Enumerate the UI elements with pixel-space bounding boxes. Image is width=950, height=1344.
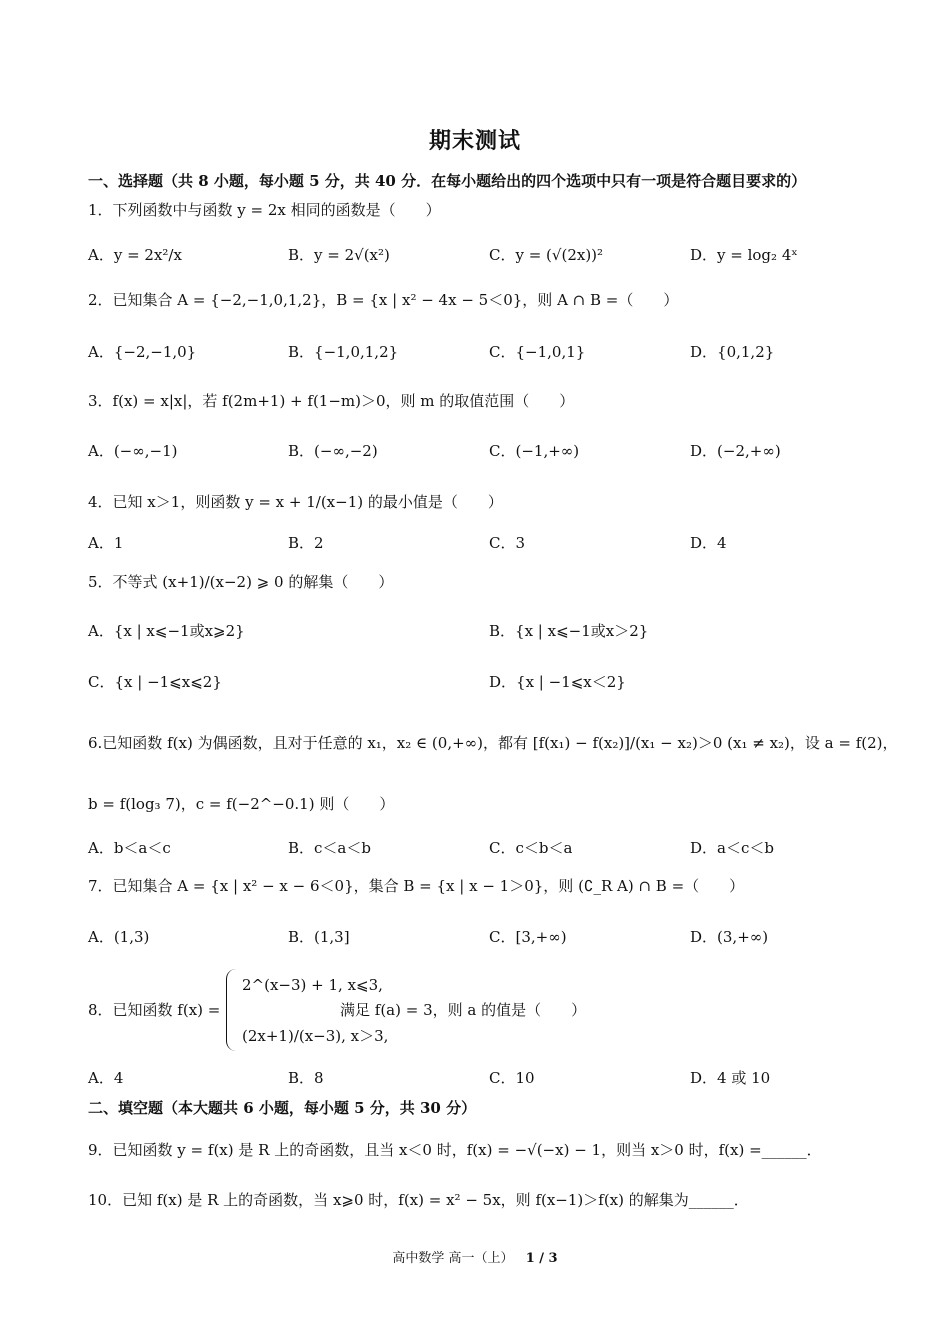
q1-option-c: C．y = (√(2x))²	[489, 246, 604, 264]
q1-option-b: B．y = 2√(x²)	[288, 246, 390, 264]
q6-option-d: D．a＜c＜b	[690, 839, 774, 857]
page-title: 期末测试	[428, 128, 521, 154]
question-6-stem-line1: 6.已知函数 f(x) 为偶函数，且对于任意的 x₁，x₂ ∈ (0,+∞)，都有 [f(x₁) − f(x₂)]/(x₁ − x₂)＞0 (x₁ ≠ x₂)，设 a = f(2)，	[88, 734, 898, 752]
q3-option-d: D．(−2,+∞)	[690, 442, 781, 460]
section-choice-heading: 一、选择题（共 8 小题，每小题 5 分，共 40 分．在每小题给出的四个选项中只有一项是符合题目要求的）	[88, 172, 807, 190]
q3-option-c: C．(−1,+∞)	[489, 442, 580, 460]
page-footer	[0, 1247, 950, 1266]
section-fill-heading: 二、填空题（本大题共 6 小题，每小题 5 分，共 30 分）	[88, 1099, 477, 1117]
q1-option-d: D．y = log₂ 4ˣ	[690, 246, 798, 264]
q4-option-c: C．3	[489, 534, 526, 552]
question-5-stem: 5．不等式 (x+1)/(x−2) ⩾ 0 的解集（ ）	[88, 573, 394, 591]
footer-subject: 高中数学 高一（上）	[392, 1251, 514, 1266]
q5-option-a: A．{x | x⩽−1或x⩾2}	[88, 622, 245, 640]
q4-option-a: A．1	[88, 534, 124, 552]
q4-option-b: B．2	[288, 534, 324, 552]
question-10: 10．已知 f(x) 是 R 上的奇函数，当 x⩾0 时，f(x) = x² − 5x，则 f(x−1)＞f(x) 的解集为______．	[88, 1191, 749, 1209]
question-7-stem: 7．已知集合 A = {x | x² − x − 6＜0}，集合 B = {x | x − 1＞0}，则 (∁_R A) ∩ B =（ ）	[88, 877, 745, 895]
q8-option-b: B．8	[288, 1069, 324, 1087]
question-3-stem: 3．f(x) = x|x|，若 f(2m+1) + f(1−m)＞0，则 m 的取值范围（ ）	[88, 392, 575, 410]
q8-option-c: C．10	[489, 1069, 535, 1087]
q5-option-b: B．{x | x⩽−1或x＞2}	[489, 622, 649, 640]
question-9: 9．已知函数 y = f(x) 是 R 上的奇函数，且当 x＜0 时，f(x) = −√(−x) − 1，则当 x＞0 时，f(x) =______．	[88, 1141, 822, 1159]
q6-option-a: A．b＜a＜c	[88, 839, 171, 857]
q6-option-b: B．c＜a＜b	[288, 839, 371, 857]
q8-case-1: 2^(x−3) + 1, x⩽3,	[242, 976, 383, 994]
question-4-stem: 4．已知 x＞1，则函数 y = x + 1/(x−1) 的最小值是（ ）	[88, 493, 503, 511]
q8-case-2: (2x+1)/(x−3), x＞3,	[242, 1027, 389, 1045]
question-8-suffix: 满足 f(a) = 3，则 a 的值是（ ）	[340, 1001, 587, 1019]
question-6-stem-line2: b = f(log₃ 7)，c = f(−2^−0.1) 则（ ）	[88, 795, 395, 813]
q7-option-d: D．(3,+∞)	[690, 928, 769, 946]
q2-option-b: B．{−1,0,1,2}	[288, 343, 399, 361]
q2-option-d: D．{0,1,2}	[690, 343, 775, 361]
q7-option-c: C．[3,+∞)	[489, 928, 567, 946]
piecewise-brace	[226, 969, 241, 1051]
q4-option-d: D．4	[690, 534, 727, 552]
q8-option-a: A．4	[88, 1069, 124, 1087]
footer-page-number: 1 / 3	[525, 1251, 558, 1266]
q2-option-a: A．{−2,−1,0}	[88, 343, 197, 361]
q5-option-c: C．{x | −1⩽x⩽2}	[88, 673, 222, 691]
q5-option-d: D．{x | −1⩽x＜2}	[489, 673, 626, 691]
q7-option-b: B．(1,3]	[288, 928, 350, 946]
q7-option-a: A．(1,3)	[88, 928, 150, 946]
q3-option-a: A．(−∞,−1)	[88, 442, 178, 460]
q2-option-c: C．{−1,0,1}	[489, 343, 586, 361]
q3-option-b: B．(−∞,−2)	[288, 442, 378, 460]
question-2-stem: 2．已知集合 A = {−2,−1,0,1,2}，B = {x | x² − 4x − 5＜0}，则 A ∩ B =（ ）	[88, 291, 679, 309]
question-1-stem: 1．下列函数中与函数 y = 2x 相同的函数是（ ）	[88, 201, 441, 219]
q1-option-a: A．y = 2x²/x	[88, 246, 182, 264]
q6-option-c: C．c＜b＜a	[489, 839, 573, 857]
question-8-prefix: 8．已知函数 f(x) =	[88, 1001, 221, 1019]
q8-option-d: D．4 或 10	[690, 1069, 771, 1087]
